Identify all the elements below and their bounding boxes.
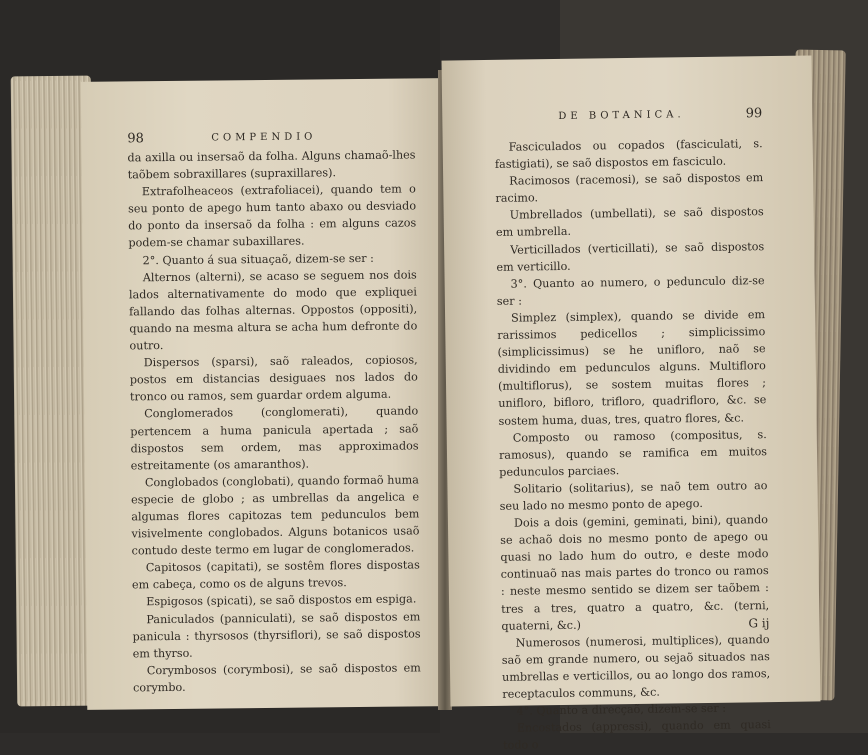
paragraph: Paniculados (panniculati), se saõ dispostos em panicula : thyrsosos (thyrsiflori), se saõ dispostos em thyrso. <box>132 609 421 661</box>
left-page-number: 98 <box>127 131 144 147</box>
right-page <box>442 55 821 753</box>
paragraph: Verticillados (verticillati), se saõ dispostos em verticillo. <box>496 239 765 274</box>
paragraph: Dois a dois (gemini, geminati, bini), quando se achaõ dois no mesmo ponto de apego ou quasi no lado hum do outro, e deste modo continuaõ nas mais partes do tronco ou ramos : neste mesmo sentido se dizem ser taõbem : tres a tres, quatro a quatro, &c. (terni, quaterni, &c.) <box>500 513 770 633</box>
paragraph: Conglomerados (conglomerati), quando pertencem a huma panicula apertada ; saõ dispostos sem ordem, mas approximados estreitamente (os amaranthos). <box>130 404 419 473</box>
paragraph: Corymbosos (corymbosi), se saõ dispostos em corymbo. <box>133 661 421 695</box>
paragraph: Simplez (simplex), quando se divide em rarissimos pedicellos ; simplicissimo (simplicissimus) se he uniflоro, naõ se dividindo em pedunculos alguns. Multifloro (multiflorus), se sostem muitas flores ; unifloro, bifloro, trifloro, quadrifloro, &c. se sostem huma, duas, tres, quatro flores, &c. <box>497 308 767 428</box>
paragraph: 2°. Quanto á sua situaçaõ, dizem-se ser : <box>142 251 374 267</box>
paragraph: Solitario (solitarius), se naõ tem outro ao seu lado no mesmo ponto de apego. <box>499 478 768 513</box>
right-page-header <box>488 106 782 130</box>
paragraph: Capitosos (capitati), se sostêm flores dispostas em cabeça, como os de alguns trevos. <box>131 558 420 592</box>
right-page-number: 99 <box>745 106 763 122</box>
right-page-text <box>495 135 772 754</box>
left-page <box>81 78 450 710</box>
left-running-head: COMPENDIO <box>211 131 317 144</box>
paragraph: 3°. Quanto ao numero, o pedunculo diz-se ser : <box>496 273 765 308</box>
paragraph: Encostados (appressi), quando em quasi todo o <box>502 718 771 753</box>
signature-mark: G ij <box>748 616 770 631</box>
paragraph: Conglobados (conglobati), quando formaõ huma especie de globo ; as umbrellas da angelica e algumas flores capitozas tem pedunculos bem visivelmente conglobados. Alguns botanicos usaõ contudo deste termo em lugar de conglomerados. <box>131 473 420 558</box>
left-page-text <box>127 146 421 696</box>
paragraph: Numerosos (numerosi, multiplices), quando saõ em grande numero, ou sejaõ situados nas umbrellas e verticillos, ou ao longo dos ramos, receptaculos communs, &c. <box>501 632 771 701</box>
paragraph: Alternos (alterni), se acaso se seguem nos dois lados alternativamente do modo que expliquei fallando das folhas alternas. Oppostos (oppositi), quando na mesma altura se acha hum defronte do outro. <box>128 268 418 353</box>
right-running-head: DE BOTANICA. <box>558 109 685 122</box>
paragraph: Composto ou ramoso (compositus, s. ramosus), quando se ramifica em muitos pedunculos parciaes. <box>498 427 768 479</box>
paragraph: Fasciculados ou copados (fasciculati, s. fastigiati), se saõ dispostos em fasciculo. <box>494 137 763 171</box>
paragraph: Umbrellados (umbellati), se saõ dispostos em umbrella. <box>495 205 764 240</box>
paragraph: Espigosos (spicati), se saõ dispostos em espiga. <box>146 592 417 609</box>
paragraph: Dispersos (sparsi), saõ raleados, copiosos, postos em distancias desiguaes nos lados do tronco ou ramos, sem guardar ordem alguma. <box>129 353 418 404</box>
paragraph: 4°. Quanto a direcçaõ, dizem-se ser : <box>516 701 727 718</box>
paragraph: Extrafolheaceos (extrafoliacei), quando tem o seu ponto de apego hum tanto abaxo ou desviado do ponto da insersaõ da folha : em alguns cazos podem-se chamar subaxillares. <box>127 182 417 250</box>
paragraph: Racimosos (racemosi), se saõ dispostos em racimo. <box>495 171 764 206</box>
paragraph: da axilla ou insersaõ da folha. Alguns chamaõ-lhes taõbem sobraxillares (supraxillares). <box>127 148 416 182</box>
